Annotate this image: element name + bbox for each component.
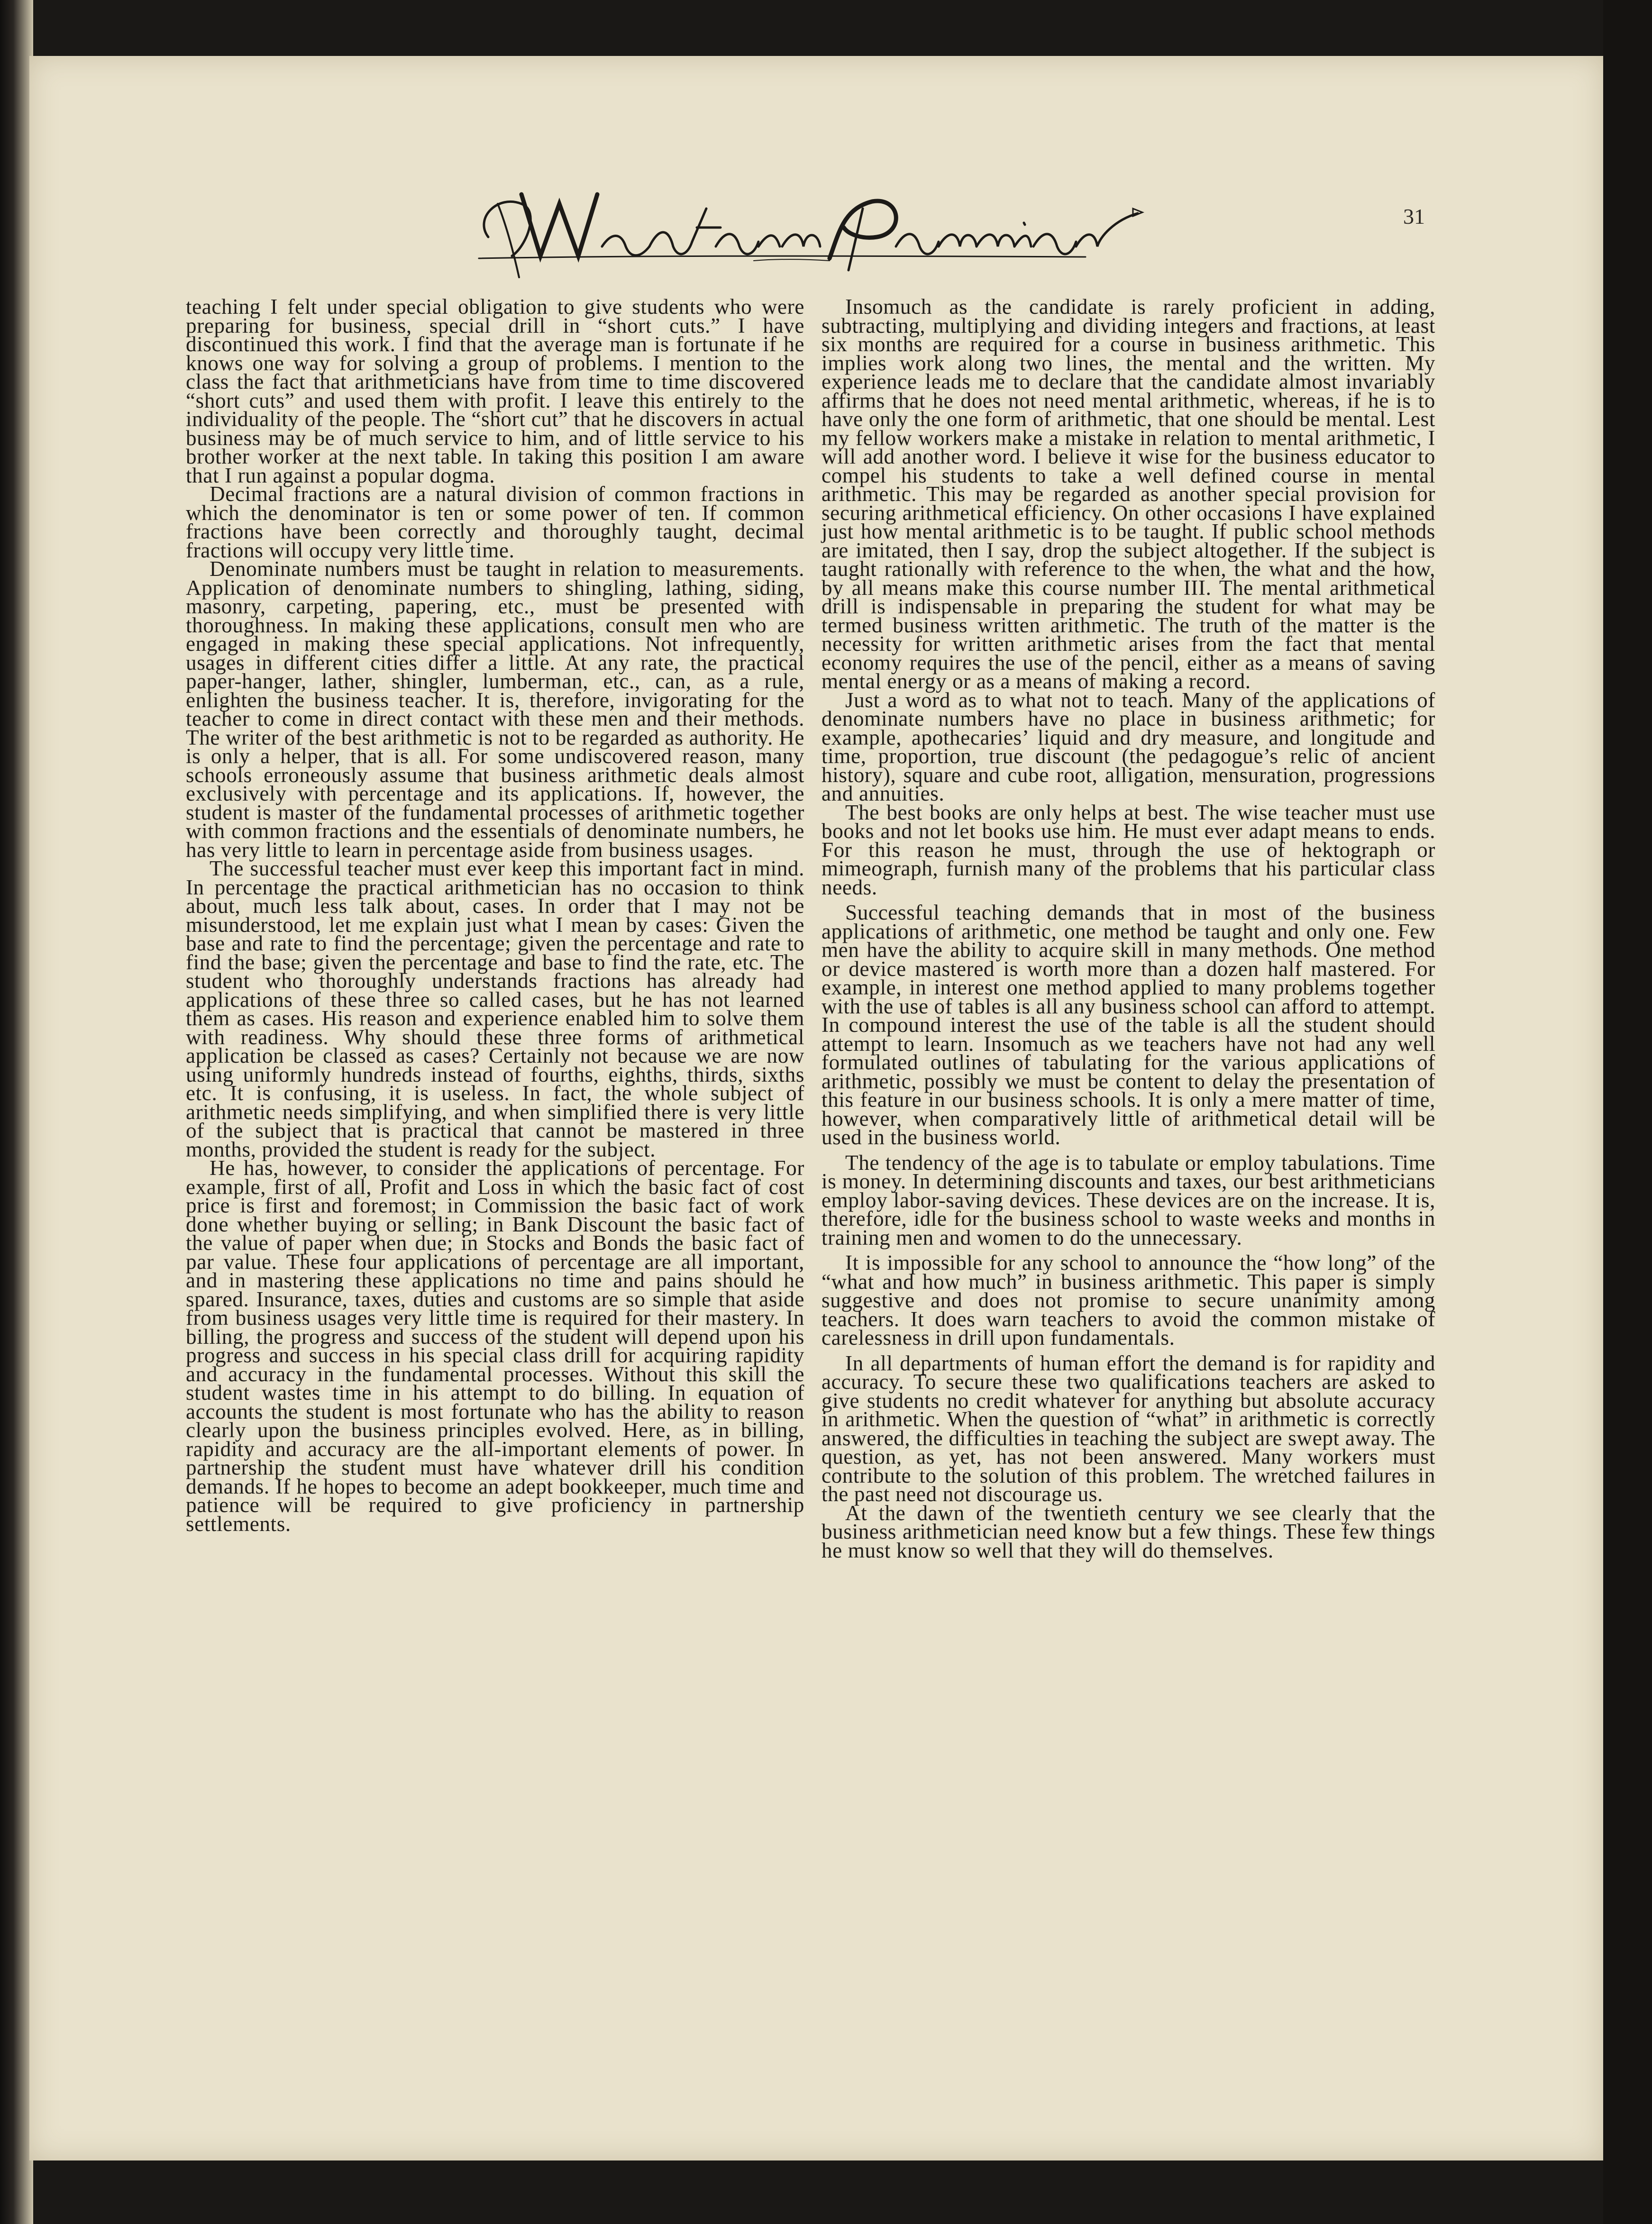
masthead-title [469, 175, 470, 176]
paragraph: The successful teacher must ever keep this important fact in mind. In percentage the practical arithmetician has no occasion to think about, much less talk about, cases. In order that I may not be misunderstood, let me explain just what I mean by cases: Given the base and rate to find the percentage; given the percentage and rate to find the base; given the percentage and base to find the rate, etc. The student who thoroughly understands fractions has already had applications of these three so called cases, but he has not learned them as cases. His reason and experience enabled him to solve them with readiness. Why should these three forms of arithmetical application be classed as cases? Certainly not because we are now using uniformly hundreds instead of fourths, eighths, thirds, sixths etc. It is confusing, it is useless. In fact, the whole subject of arithmetic needs simplifying, and when simplified there is very little of the subject that is practical that cannot be mastered in three months, provided the student is ready for the subject. [186, 857, 804, 1161]
paragraph: Insomuch as the candidate is rarely proficient in adding, subtracting, multiplying and dividing integers and fractions, at least six months are required for a course in business arithmetic. This implies work along two lines, the mental and the written. My experience leads me to declare that the candidate almost invariably affirms that he does not need mental arithmetic, whereas, if he is to have only the one form of arithmetic, that one should be mental. Lest my fellow workers make a mistake in relation to mental arithmetic, I will add another word. I believe it wise for the business educator to compel his students to take a well defined course in mental arithmetic. This may be regarded as another special provision for securing arithmetical efficiency. On other occasions I have explained just how mental arithmetic is to be taught. If public school methods are imitated, then I say, drop the subject altogether. If the subject is taught rationally with reference to the when, the what and the how, by all means make this course number III. The mental arithmetical drill is indispensable in preparing the student for what may be termed business written arithmetic. The truth of the matter is the necessity for written arithmetic arises from the fact that mental economy requires the use of the pencil, either as a means of saving mental energy or as a means of making a record. [821, 295, 1435, 693]
paragraph: The best books are only helps at best. The wise teacher must use books and not let books use him. He must ever adapt means to ends. For this reason he must, through the use of hektograph or mimeograph, furnish many of the problems that his particular class needs. [821, 800, 1435, 899]
book-spine-shadow [0, 0, 33, 2224]
paragraph: In all departments of human effort the demand is for rapidity and accuracy. To secure these two qualifications teachers are asked to give students no credit whatever for anything but absolute accuracy in arithmetic. When the question of “what” in arithmetic is correctly answered, the difficulties in teaching the subject are swept away. The question, as yet, has not been answered. Many workers must contribute to the solution of this problem. The wretched failures in the past need not discourage us. [821, 1351, 1435, 1506]
paragraph: Successful teaching demands that in most of the business applications of arithmetic, one method be taught and only one. Few men have the ability to acquire skill in many methods. One method or device mastered is worth more than a dozen half mastered. For example, in interest one method applied to many problems together with the use of tables is all any business school can afford to attempt. In compound interest the use of the table is all the student should attempt to learn. Insomuch as we teachers have not had any well formulated outlines of tabulating for the various applications of arithmetic, possibly we must be content to delay the presentation of this feature in our business schools. It is only a mere matter of time, however, when comparatively little of arithmetical detail will be used in the business world. [821, 901, 1435, 1149]
paragraph: Denominate numbers must be taught in relation to measurements. Application of denominate numbers to shingling, lathing, siding, masonry, carpeting, papering, etc., must be presented with thoroughness. In making these applications, consult men who are engaged in making these special applications. Not infrequently, usages in different cities differ a little. At any rate, the practical paper-hanger, lather, shingler, lumberman, etc., can, as a rule, enlighten the business teacher. It is, therefore, invigorating for the teacher to come in direct contact with these men and their methods. The writer of the best arithmetic is not to be regarded as authority. He is only a helper, that is all. For some undiscovered reason, many schools erroneously assume that business arithmetic deals almost exclusively with percentage and its applications. If, however, the student is master of the fundamental processes of arithmetic together with common fractions and the essentials of denominate numbers, he has very little to learn in percentage aside from business usages. [186, 557, 804, 862]
paragraph: He has, however, to consider the applications of percentage. For example, first of all, Profit and Loss in which the basic fact of cost price is first and foremost; in Commission the basic fact of work done whether buying or selling; in Bank Discount the basic fact of the value of paper when due; in Stocks and Bonds the basic fact of par value. These four applications of percentage are all important, and in mastering these applications no time and pains should he spared. Insurance, taxes, duties and customs are so simple that aside from business usages very little time is required for their mastery. In billing, the progress and success of the student will depend upon his progress and success in his special class drill for acquiring rapidity and accuracy in the fundamental processes. Without this skill the student wastes time in his attempt to do billing. In equation of accounts the student is most fortunate who has the ability to reason clearly upon the business principles evolved. Here, as in billing, rapidity and accuracy are the all-important elements of power. In partnership the student must have whatever drill his condition demands. If he hopes to become an adept bookkeeper, much time and patience will be required to give proficiency in partnership settlements. [186, 1156, 804, 1536]
paragraph: It is impossible for any school to announce the “how long” of the “what and how much” in business arithmetic. This paper is simply suggestive and does not promise to secure unanimity among teachers. It does warn teachers to avoid the common mistake of carelessness in drill upon fundamentals. [821, 1251, 1435, 1349]
paragraph: Decimal fractions are a natural division of common fractions in which the denominator is ten or some power of ten. If common fractions have been correctly and thoroughly taught, decimal fractions will occupy very little time. [186, 482, 804, 562]
scan-border [1603, 0, 1652, 2224]
left-column [186, 295, 804, 1536]
paragraph: At the dawn of the twentieth century we see clearly that the business arithmetician need know but a few things. These few things he must know so well that they will do themselves. [821, 1501, 1435, 1562]
page-number: 31 [1403, 204, 1425, 228]
paragraph: teaching I felt under special obligation to give students who were preparing for business, special drill in “short cuts.” I have discontinued this work. I find that the average man is fortunate if he knows one way for solving a group of problems. I mention to the class the fact that arithmeticians have from time to time discovered “short cuts” and used them with profit. I leave this entirely to the individuality of the people. The “short cut” that he discovers in actual business may be of much service to him, and of little service to his brother worker at the next table. In taking this position I am aware that I run against a popular dogma. [186, 295, 804, 487]
paragraph: Just a word as to what not to teach. Many of the applications of denominate numbers have no place in business arithmetic; for example, apothecaries’ liquid and dry measure, and longitude and time, proportion, true discount (the pedagogue’s relic of ancient history), square and cube root, alligation, mensuration, progressions and annuities. [821, 688, 1435, 805]
right-column [821, 295, 1435, 1562]
masthead-logo [469, 175, 1152, 284]
paragraph: The tendency of the age is to tabulate or employ tabulations. Time is money. In determining discounts and taxes, our best arithmeticians employ labor-saving devices. These devices are on the increase. It is, therefore, idle for the business school to waste weeks and months in training men and women to do the unnecessary. [821, 1150, 1435, 1249]
